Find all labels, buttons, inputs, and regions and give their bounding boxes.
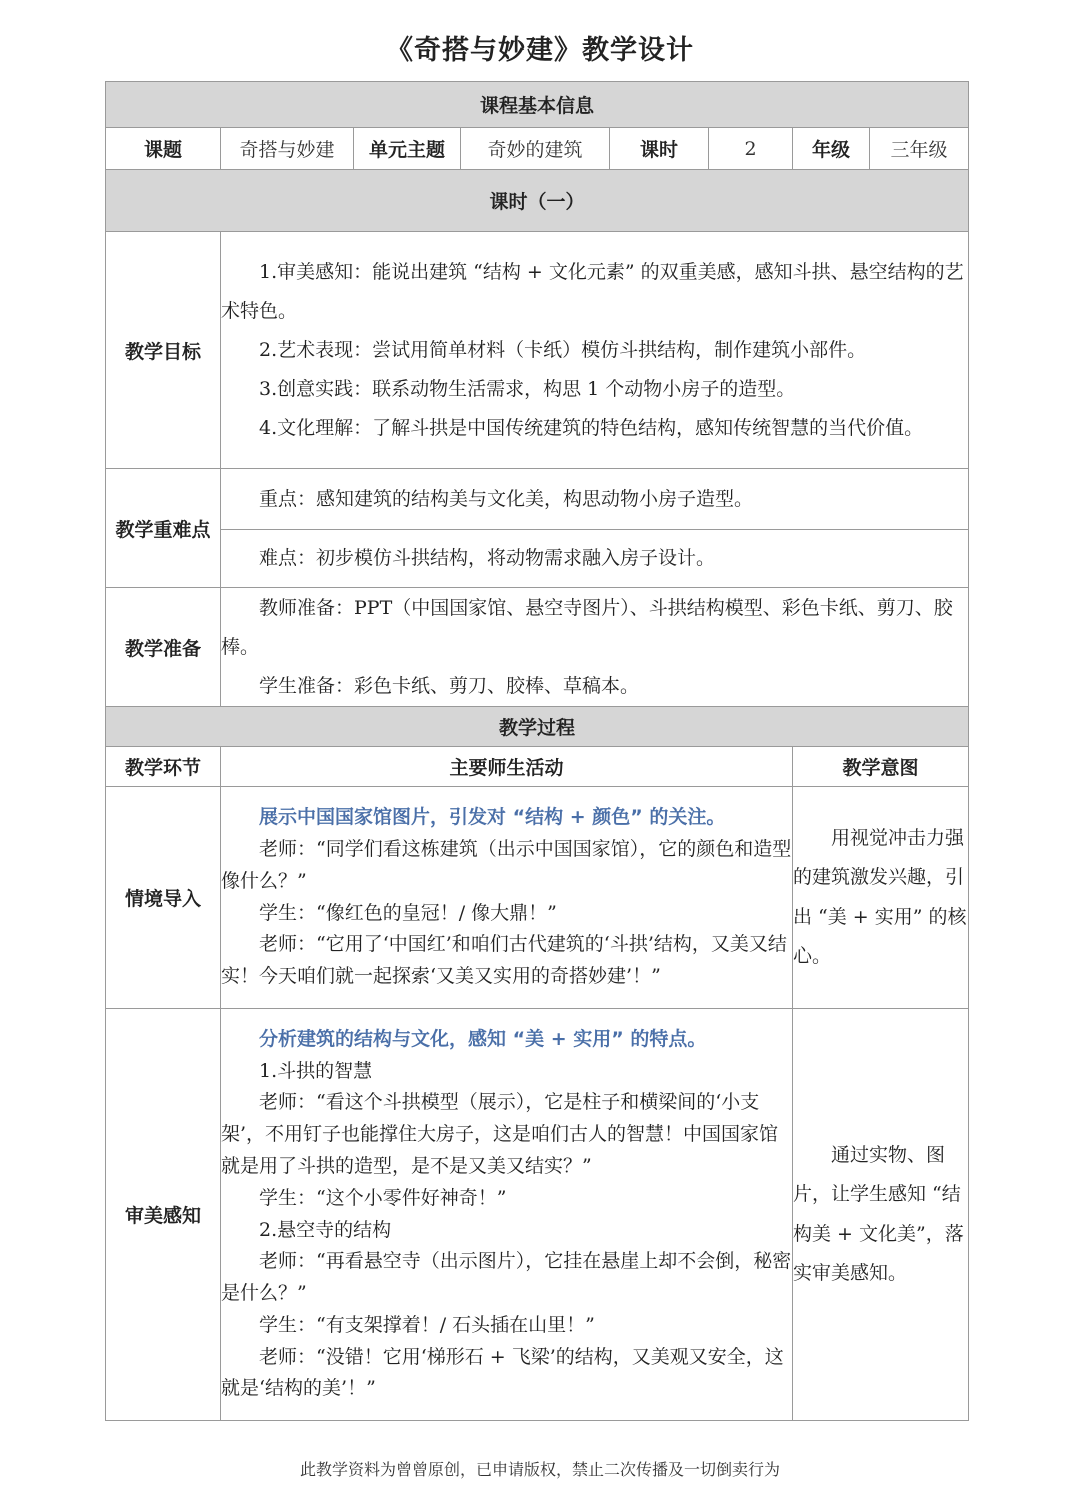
objective-item: 3.创意实践：联系动物生活需求，构思 1 个动物小房子的造型。 (259, 377, 796, 400)
activity-lead: 分析建筑的结构与文化，感知 “美 + 实用” 的特点。 (259, 1027, 707, 1050)
activity-line: 学生：“这个小零件好神奇！” (259, 1186, 507, 1209)
copyright-footer: 此教学资料为曾曾原创，已申请版权，禁止二次传播及一切倒卖行为 (299, 1460, 780, 1479)
grade-label: 年级 (793, 128, 870, 170)
student-prep: 学生准备：彩色卡纸、剪刀、胶棒、草稿本。 (259, 674, 640, 697)
key-points-label: 教学重难点 (106, 469, 221, 588)
activity-line: 老师：“看这个斗拱模型（展示），它是柱子和横梁间的‘小支架’，不用钉子也能撑住大房子，这是咱们古人的智慧！中国国家馆就是用了斗拱的造型，是不是又美又结实？” (221, 1091, 779, 1177)
key-point-difficulty (221, 530, 969, 588)
intent-text: 通过实物、图片，让学生感知 “结构美 + 文化美”，落实审美感知。 (793, 1143, 964, 1284)
difficulty-text: 难点：初步模仿斗拱结构，将动物需求融入房子设计。 (259, 547, 716, 569)
process-header: 教学过程 (106, 707, 969, 747)
teacher-prep: 教师准备：PPT（中国国家馆、悬空寺图片）、斗拱结构模型、彩色卡纸、剪刀、胶棒。 (221, 596, 953, 658)
activity-intro (221, 787, 793, 1009)
activity-line: 2.悬空寺的结构 (259, 1218, 392, 1241)
objectives-content (221, 232, 969, 469)
activity-line: 学生：“有支架撑着！/ 石头插在山里！” (259, 1313, 595, 1336)
intent-text: 用视觉冲击力强的建筑激发兴趣，引出 “美 + 实用” 的核心。 (793, 826, 967, 967)
basic-info-header: 课程基本信息 (106, 82, 969, 128)
hours-label: 课时 (610, 128, 709, 170)
unit-value: 奇妙的建筑 (461, 128, 610, 170)
col-activity: 主要师生活动 (221, 747, 793, 787)
page-title: 《奇搭与妙建》教学设计 (386, 35, 694, 66)
key-point-focus (221, 469, 969, 530)
col-stage: 教学环节 (106, 747, 221, 787)
activity-line: 老师：“它用了‘中国红’和咱们古代建筑的‘斗拱’结构，又美又结实！今天咱们就一起探索‘又美又实用的奇搭妙建’！” (221, 933, 787, 988)
topic-label: 课题 (106, 128, 221, 170)
stage-intro: 情境导入 (106, 787, 221, 1009)
activity-line: 1.斗拱的智慧 (259, 1059, 373, 1082)
lesson-plan-table (105, 81, 969, 1421)
activity-line: 老师：“再看悬空寺（出示图片），它挂在悬崖上却不会倒，秘密是什么？” (221, 1250, 792, 1305)
activity-line: 学生：“像红色的皇冠！/ 像大鼎！” (259, 901, 557, 924)
activity-line: 老师：“同学们看这栋建筑（出示中国国家馆），它的颜色和造型像什么？” (221, 837, 792, 892)
stage-perception: 审美感知 (106, 1009, 221, 1421)
lesson-header: 课时（一） (106, 170, 969, 232)
objective-item: 2.艺术表现：尝试用简单材料（卡纸）模仿斗拱结构，制作建筑小部件。 (259, 338, 867, 361)
intent-intro (793, 787, 969, 1009)
activity-line: 老师：“没错！它用‘梯形石 + 飞梁’的结构，又美观又安全，这就是‘结构的美’！” (221, 1345, 784, 1400)
objective-item: 1.审美感知：能说出建筑 “结构 + 文化元素” 的双重美感，感知斗拱、悬空结构的艺术特色。 (221, 260, 964, 322)
objectives-label: 教学目标 (106, 232, 221, 469)
unit-label: 单元主题 (354, 128, 461, 170)
focus-text: 重点：感知建筑的结构美与文化美，构思动物小房子造型。 (259, 487, 754, 510)
activity-lead: 展示中国国家馆图片，引发对 “结构 + 颜色” 的关注。 (259, 806, 726, 829)
topic-value: 奇搭与妙建 (221, 128, 354, 170)
hours-value: 2 (709, 128, 793, 170)
col-intent: 教学意图 (793, 747, 969, 787)
preparation-label: 教学准备 (106, 588, 221, 707)
activity-perception (221, 1009, 793, 1421)
preparation-content (221, 588, 969, 707)
intent-perception (793, 1009, 969, 1421)
grade-value: 三年级 (870, 128, 969, 170)
objective-item: 4.文化理解：了解斗拱是中国传统建筑的特色结构，感知传统智慧的当代价值。 (259, 416, 924, 439)
